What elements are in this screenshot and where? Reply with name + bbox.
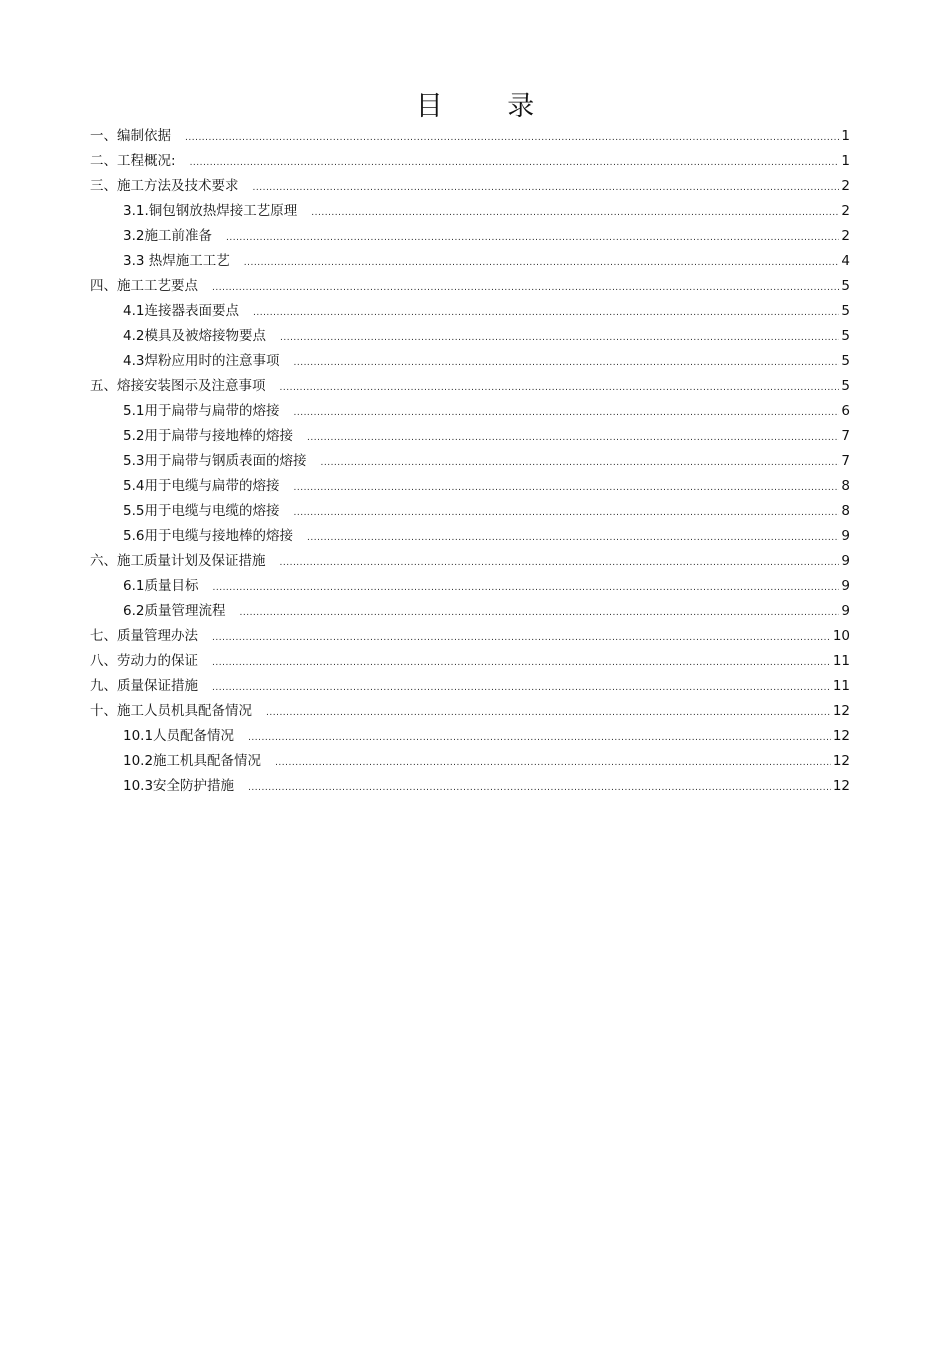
toc-entry[interactable] [90,724,850,749]
toc-entry-label: 10.1人员配备情况 [123,728,235,744]
toc-entry-page: 8 [841,478,850,494]
toc-entry[interactable] [90,299,850,324]
toc-dot-leader [212,276,839,301]
toc-entry[interactable] [90,349,850,374]
toc-dot-leader [311,201,839,226]
toc-entry[interactable] [90,599,850,624]
toc-entry-page: 8 [841,503,850,519]
toc-dot-leader [293,501,839,526]
toc-entry-label: 3.1.铜包钢放热焊接工艺原理 [123,203,298,219]
toc-entry[interactable] [90,649,850,674]
toc-dot-leader [280,551,840,576]
toc-entry-page: 12 [832,778,850,794]
toc-entry-label: 3.3 热焊施工工艺 [123,253,230,269]
toc-entry-label: 5.1用于扁带与扁带的熔接 [123,403,280,419]
toc-dot-leader [307,526,839,551]
toc-entry-label: 6.2质量管理流程 [123,603,226,619]
toc-entry[interactable] [90,524,850,549]
toc-entry[interactable] [90,449,850,474]
toc-entry[interactable] [90,224,850,249]
toc-entry-page: 9 [841,578,850,594]
toc-entry[interactable] [90,774,850,799]
toc-entry-page: 12 [832,753,850,769]
toc-entry-page: 10 [832,628,850,644]
toc-entry[interactable] [90,399,850,424]
toc-entry[interactable] [90,674,850,699]
toc-entry-page: 4 [841,253,850,269]
toc-entry-page: 2 [841,228,850,244]
toc-entry-page: 11 [832,653,850,669]
toc-entry-label: 4.1连接器表面要点 [123,303,239,319]
toc-dot-leader [280,326,839,351]
toc-entry-page: 5 [841,278,850,294]
toc-dot-leader [280,376,840,401]
toc-entry-label: 4.3焊粉应用时的注意事项 [123,353,280,369]
toc-entry-page: 2 [841,203,850,219]
toc-entry-page: 1 [841,128,850,144]
toc-entry[interactable] [90,424,850,449]
toc-entry-page: 7 [841,428,850,444]
toc-entry-label: 5.2用于扁带与接地棒的熔接 [123,428,293,444]
page-title: 目 录 [415,91,563,122]
toc-entry[interactable] [90,374,850,399]
toc-entry-page: 2 [841,178,850,194]
toc-entry-label: 五、熔接安装图示及注意事项 [90,378,266,394]
toc-entry[interactable] [90,249,850,274]
toc-dot-leader [244,251,840,276]
toc-dot-leader [293,476,839,501]
toc-dot-leader [185,126,839,151]
toc-entry-label: 三、施工方法及技术要求 [90,178,239,194]
toc-entry-page: 9 [841,553,850,569]
toc-entry-label: 10.3安全防护措施 [123,778,235,794]
toc-entry-label: 七、质量管理办法 [90,628,198,644]
toc-entry[interactable] [90,499,850,524]
toc-entry-label: 3.2施工前准备 [123,228,212,244]
toc-entry[interactable] [90,199,850,224]
toc-entry-page: 7 [841,453,850,469]
toc-entry-page: 5 [841,378,850,394]
toc-entry-label: 5.4用于电缆与扁带的熔接 [123,478,280,494]
toc-dot-leader [226,226,839,251]
toc-entry[interactable] [90,699,850,724]
toc-dot-leader [293,351,839,376]
toc-entry[interactable] [90,574,850,599]
toc-entry-page: 1 [841,153,850,169]
toc-entry-page: 9 [841,603,850,619]
toc-dot-leader [212,651,831,676]
toc-entry-page: 5 [841,328,850,344]
toc-dot-leader [275,751,831,776]
toc-dot-leader [248,726,831,751]
toc-entry-page: 6 [841,403,850,419]
toc-entry-label: 5.6用于电缆与接地棒的熔接 [123,528,293,544]
toc-dot-leader [253,176,840,201]
toc-entry-label: 5.5用于电缆与电缆的熔接 [123,503,280,519]
toc-dot-leader [293,401,839,426]
toc-entry[interactable] [90,149,850,174]
toc-entry-page: 9 [841,528,850,544]
toc-entry-label: 一、编制依据 [90,128,171,144]
toc-entry-page: 5 [841,353,850,369]
toc-entry[interactable] [90,749,850,774]
toc-entry-page: 5 [841,303,850,319]
toc-entry-label: 5.3用于扁带与钢质表面的熔接 [123,453,307,469]
toc-entry-label: 4.2模具及被熔接物要点 [123,328,266,344]
toc-dot-leader [212,576,839,601]
toc-entry-page: 12 [832,728,850,744]
toc-entry-label: 二、工程概况: [90,153,176,169]
toc-dot-leader [266,701,831,726]
toc-entry-label: 10.2施工机具配备情况 [123,753,262,769]
toc-dot-leader [239,601,839,626]
toc-entry-label: 八、劳动力的保证 [90,653,198,669]
toc-entry-label: 四、施工工艺要点 [90,278,198,294]
toc-entry-page: 11 [832,678,850,694]
toc-entry-page: 12 [832,703,850,719]
toc-entry[interactable] [90,474,850,499]
toc-entry[interactable] [90,274,850,299]
toc-entry[interactable] [90,174,850,199]
toc-dot-leader [212,626,831,651]
toc-dot-leader [320,451,839,476]
toc-dot-leader [212,676,831,701]
toc-dot-leader [307,426,839,451]
toc-dot-leader [190,151,840,176]
toc-entry-label: 九、质量保证措施 [90,678,198,694]
toc-entry-label: 6.1质量目标 [123,578,199,594]
toc-entry[interactable] [90,124,850,149]
toc-entry-label: 十、施工人员机具配备情况 [90,703,252,719]
toc-dot-leader [253,301,839,326]
toc-entry[interactable] [90,324,850,349]
toc-entry[interactable] [90,549,850,574]
toc-entry-label: 六、施工质量计划及保证措施 [90,553,266,569]
toc-dot-leader [248,776,831,801]
table-of-contents [90,124,850,799]
toc-entry[interactable] [90,624,850,649]
